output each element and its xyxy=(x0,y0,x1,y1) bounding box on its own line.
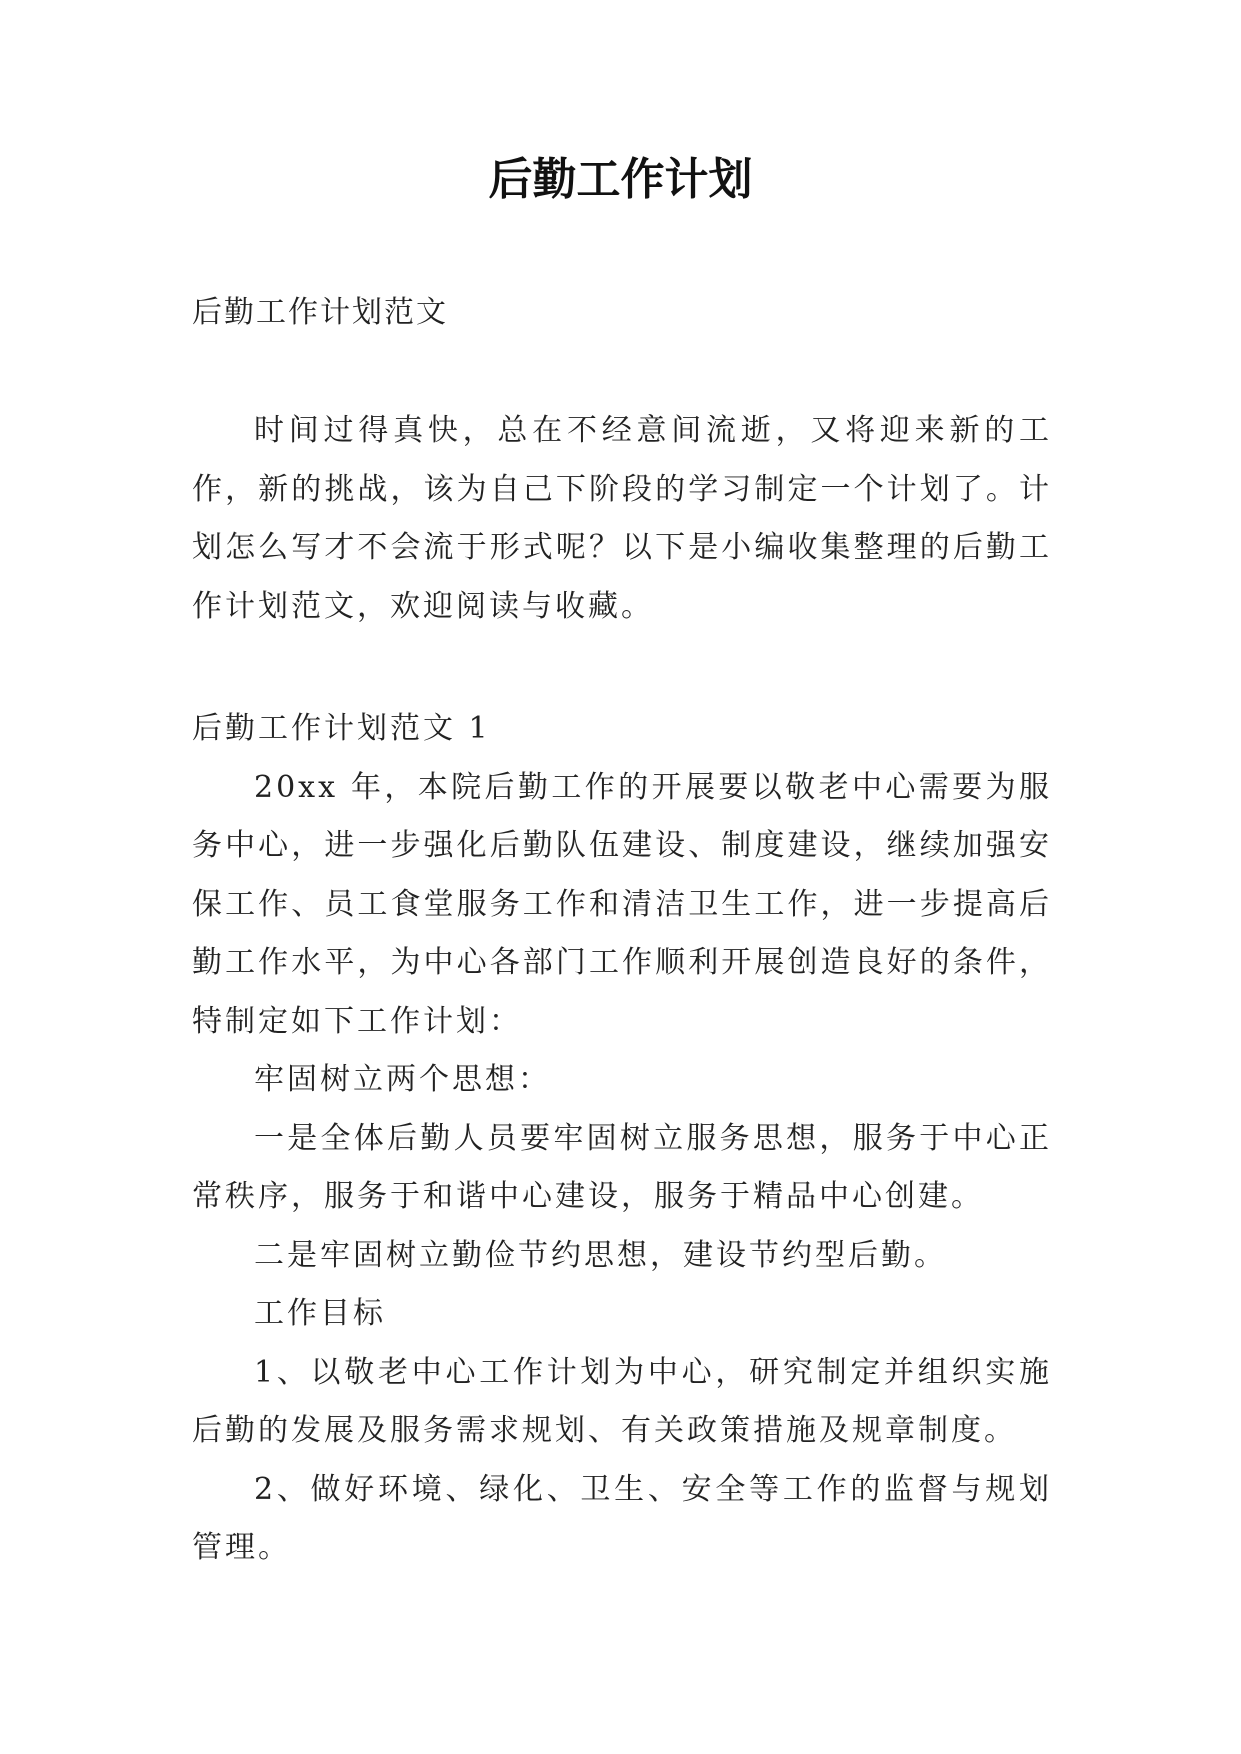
body-paragraph: 工作目标 xyxy=(254,1296,386,1331)
body-paragraph: 二是牢固树立勤俭节约思想，建设节约型后勤。 xyxy=(254,1237,947,1273)
section-heading: 后勤工作计划范文 1 xyxy=(192,711,491,746)
section-block xyxy=(192,700,1052,1578)
intro-block xyxy=(192,402,1052,636)
body-paragraph: 1、以敬老中心工作计划为中心，研究制定并组织实施后勤的发展及服务需求规划、有关政策措施及规章制度。 xyxy=(192,1354,1052,1448)
body-paragraph: 20xx 年，本院后勤工作的开展要以敬老中心需要为服务中心，进一步强化后勤队伍建设、制度建设，继续加强安保工作、员工食堂服务工作和清洁卫生工作，进一步提高后勤工作水平，为中心各部门工作顺利开展创造良好的条件，特制定如下工作计划： xyxy=(192,769,1052,1039)
body-paragraph: 一是全体后勤人员要牢固树立服务思想，服务于中心正常秩序，服务于和谐中心建设，服务于精品中心创建。 xyxy=(192,1120,1052,1214)
document-title: 后勤工作计划 xyxy=(488,154,753,205)
body-paragraph: 2、做好环境、绿化、卫生、安全等工作的监督与规划管理。 xyxy=(192,1471,1052,1565)
body-paragraph: 牢固树立两个思想： xyxy=(254,1062,551,1097)
document-subtitle: 后勤工作计划范文 xyxy=(192,295,448,330)
intro-paragraph: 时间过得真快，总在不经意间流逝，又将迎来新的工作，新的挑战，该为自己下阶段的学习制定一个计划了。计划怎么写才不会流于形式呢？以下是小编收集整理的后勤工作计划范文，欢迎阅读与收藏。 xyxy=(192,413,1052,624)
